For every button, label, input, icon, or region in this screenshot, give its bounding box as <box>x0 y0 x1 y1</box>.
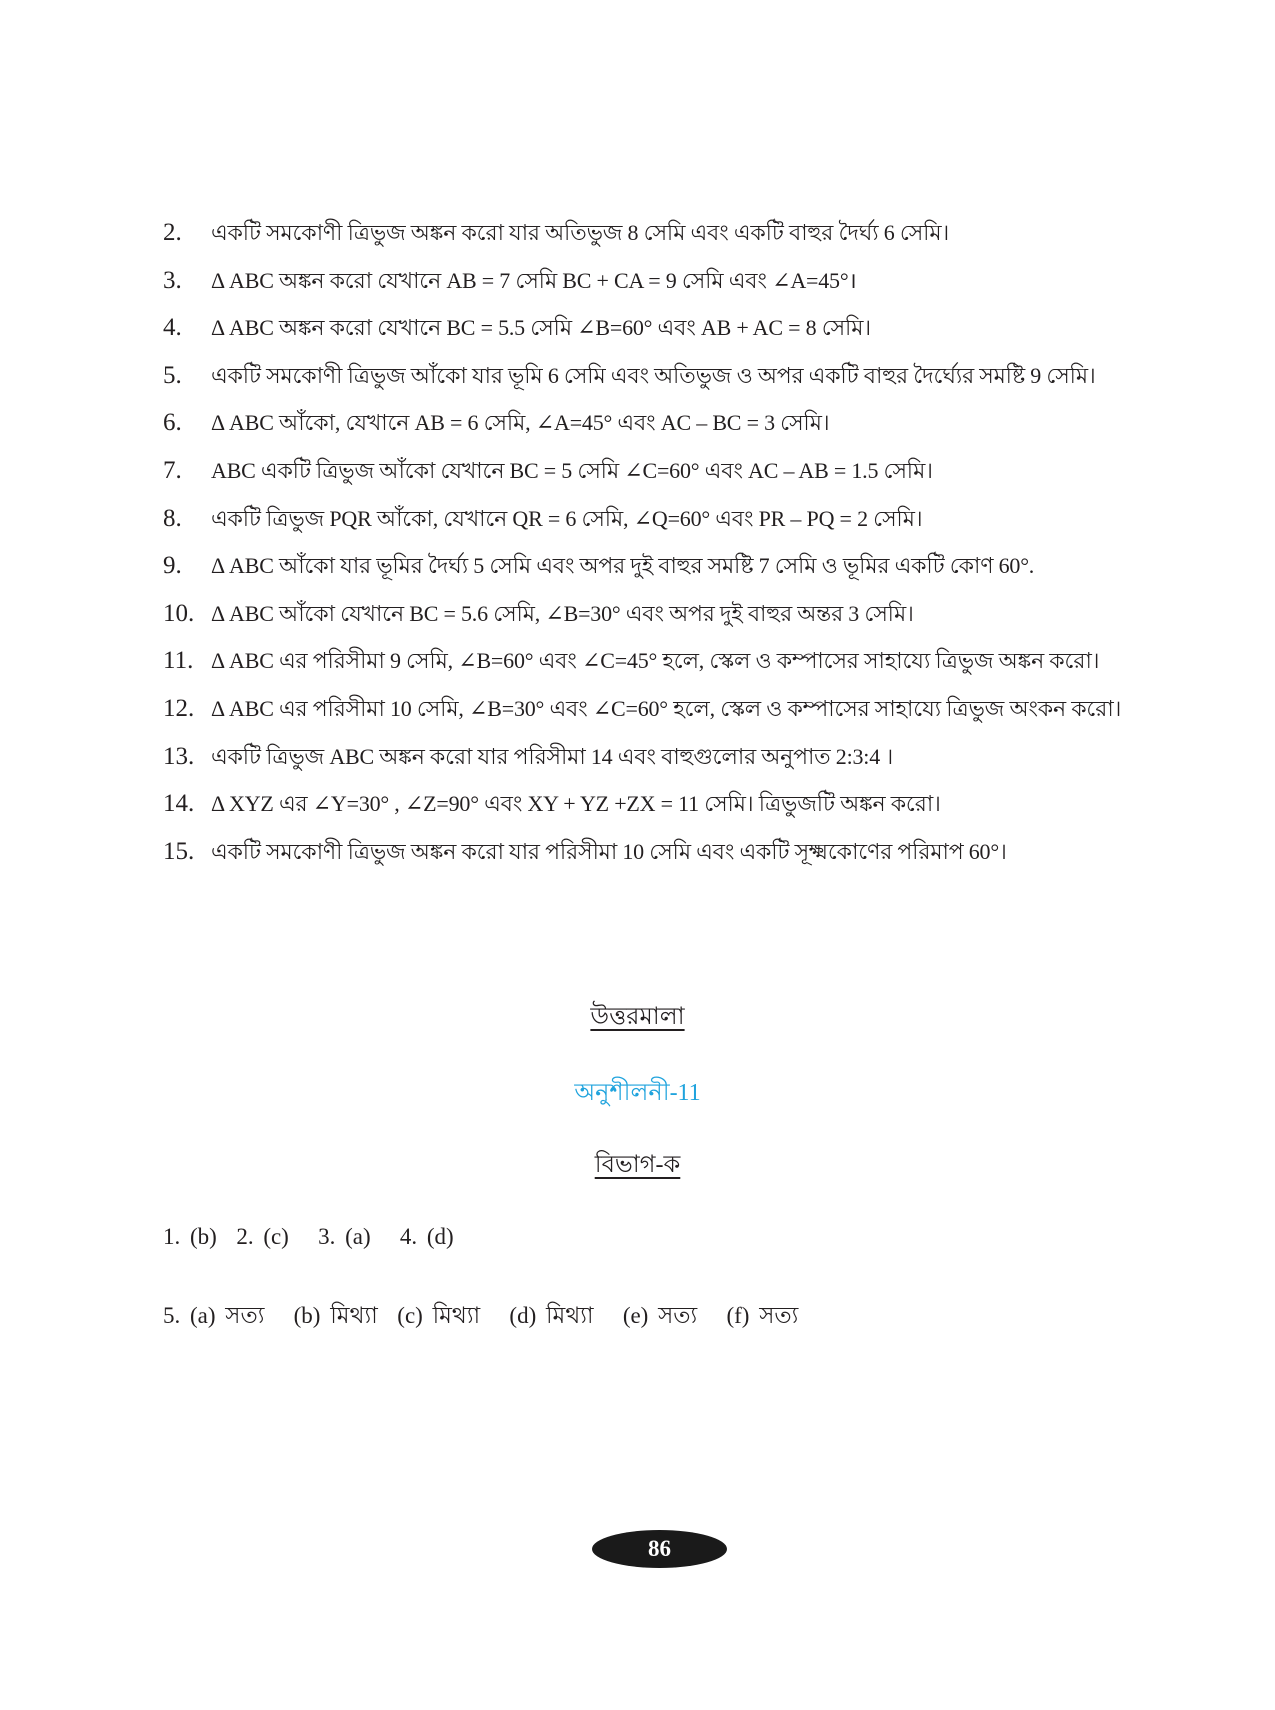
problem-number: 13. <box>163 742 195 770</box>
problem-number: 6. <box>163 409 182 437</box>
problem-text: Δ ABC আঁকো, যেখানে AB = 6 সেমি, ∠A=45° এবং AC – BC = 3 সেমি। <box>211 410 830 436</box>
problem-number: 3. <box>163 266 182 294</box>
problem-item <box>163 264 1163 312</box>
problem-item <box>163 359 1163 407</box>
problem-text: একটি সমকোণী ত্রিভুজ অঙ্কন করো যার অতিভুজ 8 সেমি এবং একটি বাহুর দৈর্ঘ্য 6 সেমি। <box>211 220 950 245</box>
problem-text: Δ ABC অঙ্কন করো যেখানে BC = 5.5 সেমি ∠B=60° এবং AB + AC = 8 সেমি। <box>211 315 871 341</box>
problem-text: Δ ABC এর পরিসীমা 9 সেমি, ∠B=60° এবং ∠C=45° হলে, স্কেল ও কম্পাসের সাহায্যে ত্রিভুজ অঙ্কন করো। <box>211 648 1100 674</box>
problem-item <box>163 835 1163 883</box>
problem-text: একটি সমকোণী ত্রিভুজ আঁকো যার ভূমি 6 সেমি এবং অতিভুজ ও অপর একটি বাহুর দৈর্ঘ্যের সমষ্টি 9 সেমি। <box>211 362 1096 388</box>
problem-item <box>163 549 1163 597</box>
section-heading-text: বিভাগ-ক <box>594 1152 681 1178</box>
problem-number: 14. <box>163 790 195 818</box>
problem-item <box>163 787 1163 835</box>
page-number: 86 <box>648 1536 671 1561</box>
problem-text: Δ ABC অঙ্কন করো যেখানে AB = 7 সেমি BC + CA = 9 সেমি এবং ∠A=45°। <box>211 267 857 293</box>
problem-item <box>163 644 1163 692</box>
problem-item <box>163 597 1163 645</box>
problem-number: 10. <box>163 599 195 627</box>
problem-text: Δ ABC আঁকো যার ভূমির দৈর্ঘ্য 5 সেমি এবং অপর দুই বাহুর সমষ্টি 7 সেমি ও ভূমির একটি কোণ 60°. <box>211 553 1035 579</box>
problem-number: 11. <box>163 647 194 675</box>
problem-number: 9. <box>163 552 182 580</box>
problem-text: Δ ABC এর পরিসীমা 10 সেমি, ∠B=30° এবং ∠C=60° হলে, স্কেল ও কম্পাসের সাহায্যে ত্রিভুজ অংকন করো। <box>211 695 1122 721</box>
exercise-heading <box>0 1074 1275 1114</box>
answer-line: 5. (a) সত্য (b) মিথ্যা (c) মিথ্যা (d) মিথ্যা (e) সত্য (f) সত্য <box>163 1303 799 1328</box>
problem-text: Δ ABC আঁকো যেখানে BC = 5.6 সেমি, ∠B=30° এবং অপর দুই বাহুর অন্তর 3 সেমি। <box>211 600 914 626</box>
problem-number: 8. <box>163 504 182 532</box>
problem-number: 2. <box>163 219 182 246</box>
problem-item <box>163 406 1163 454</box>
exercise-heading-text: অনুশীলনী-11 <box>574 1080 701 1106</box>
problem-text: একটি সমকোণী ত্রিভুজ অঙ্কন করো যার পরিসীমা 10 সেমি এবং একটি সূক্ষ্মকোণের পরিমাপ 60°। <box>211 838 1007 864</box>
problem-item <box>163 692 1163 740</box>
problem-item <box>163 740 1163 788</box>
page-number-badge <box>592 1530 727 1568</box>
problem-text: ABC একটি ত্রিভুজ আঁকো যেখানে BC = 5 সেমি ∠C=60° এবং AC – AB = 1.5 সেমি। <box>211 457 933 483</box>
answer-line: 1. (b) 2. (c) 3. (a) 4. (d) <box>163 1224 454 1249</box>
problem-number: 7. <box>163 456 182 484</box>
section-heading <box>0 1146 1275 1186</box>
answers-heading-text: উত্তরমালা <box>590 1004 685 1030</box>
problem-text: একটি ত্রিভুজ PQR আঁকো, যেখানে QR = 6 সেমি, ∠Q=60° এবং PR – PQ = 2 সেমি। <box>211 505 923 531</box>
problem-text: Δ XYZ এর ∠Y=30° , ∠Z=90° এবং XY + YZ +ZX = 11 সেমি। ত্রিভুজটি অঙ্কন করো। <box>211 791 941 817</box>
problem-number: 12. <box>163 694 195 722</box>
problem-number: 4. <box>163 314 182 342</box>
problem-list <box>163 216 1163 882</box>
problem-number: 15. <box>163 837 195 865</box>
problem-item <box>163 311 1163 359</box>
answers-heading <box>0 998 1275 1038</box>
problem-item <box>163 454 1163 502</box>
problem-text: একটি ত্রিভুজ ABC অঙ্কন করো যার পরিসীমা 14 এবং বাহুগুলোর অনুপাত 2:3:4 । <box>211 743 893 769</box>
problem-item <box>163 216 1163 264</box>
problem-item <box>163 502 1163 550</box>
problem-number: 5. <box>163 361 182 389</box>
